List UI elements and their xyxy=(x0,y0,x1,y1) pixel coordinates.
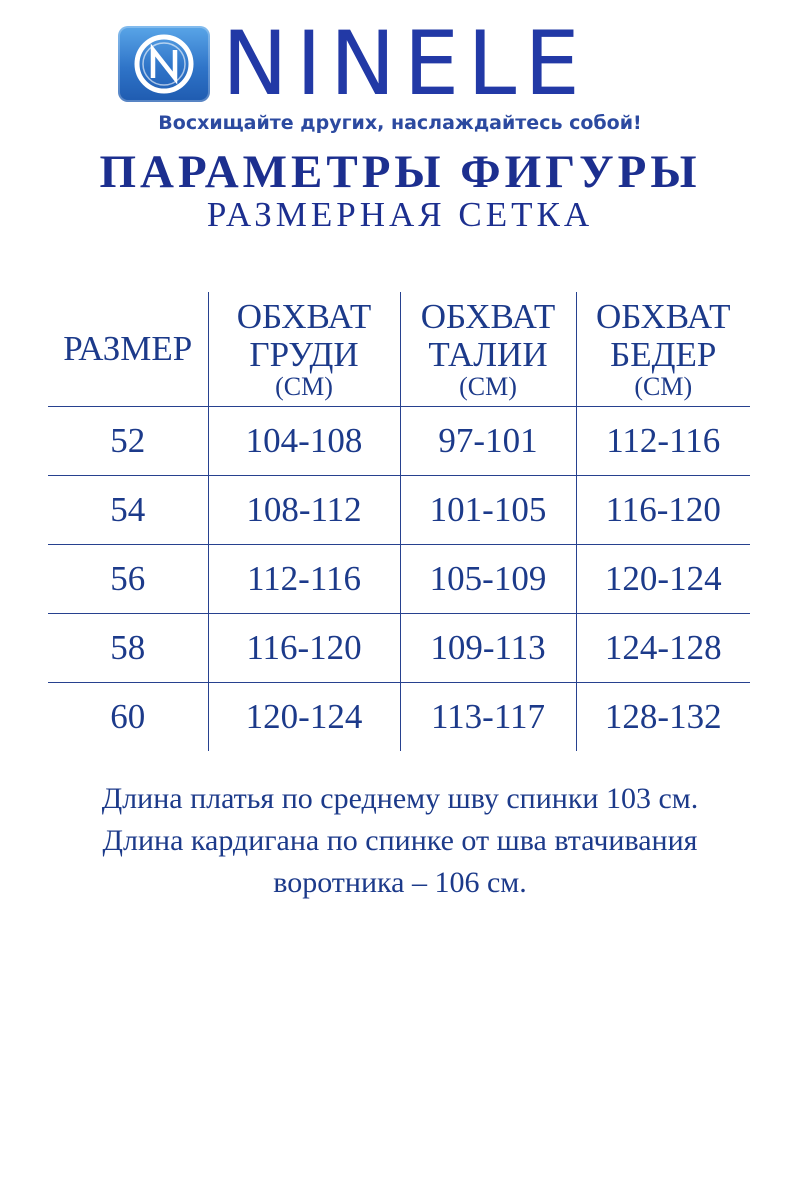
header-size xyxy=(48,292,208,407)
brand-name: NINELE xyxy=(222,12,588,115)
header-hips-line1: ОБХВАТ xyxy=(596,297,731,336)
header-chest xyxy=(208,292,400,407)
cell-waist: 105-109 xyxy=(400,545,576,614)
cell-hips: 124-128 xyxy=(576,614,750,683)
cell-size: 52 xyxy=(48,407,208,476)
brand-header xyxy=(0,12,800,115)
header-size-label: РАЗМЕР xyxy=(63,329,193,368)
note-cardigan-length-cont: воротника – 106 см. xyxy=(273,866,527,899)
header-chest-line2: ГРУДИ xyxy=(249,335,359,374)
note-dress-length: Длина платья по среднему шву спинки 103 см. xyxy=(101,782,699,815)
header-waist xyxy=(400,292,576,407)
header-hips-unit: (СМ) xyxy=(634,372,693,401)
cell-waist: 109-113 xyxy=(400,614,576,683)
cell-chest: 108-112 xyxy=(208,476,400,545)
table-row xyxy=(48,407,750,476)
header-hips xyxy=(576,292,750,407)
header-waist-line2: ТАЛИИ xyxy=(428,335,548,374)
size-chart-table xyxy=(48,292,750,751)
cell-chest: 120-124 xyxy=(208,683,400,752)
cell-size: 58 xyxy=(48,614,208,683)
cell-hips: 128-132 xyxy=(604,697,722,736)
header-waist-unit: (СМ) xyxy=(459,372,517,401)
table-row xyxy=(48,545,750,614)
page-title: ПАРАМЕТРЫ ФИГУРЫ xyxy=(99,146,701,198)
cell-chest: 116-120 xyxy=(208,614,400,683)
cell-size: 56 xyxy=(48,545,208,614)
measurement-notes xyxy=(0,778,800,904)
cell-waist: 113-117 xyxy=(400,683,576,752)
note-cardigan-length: Длина кардигана по спинке от шва втачивания xyxy=(102,824,698,857)
cell-size: 60 xyxy=(48,683,208,752)
header-chest-line1: ОБХВАТ xyxy=(236,297,372,336)
header-chest-unit: (СМ) xyxy=(275,372,333,401)
table-row xyxy=(48,614,750,683)
header-hips-line2: БЕДЕР xyxy=(610,335,717,374)
cell-chest: 104-108 xyxy=(208,407,400,476)
table-header-row xyxy=(48,292,750,407)
header-waist-line1: ОБХВАТ xyxy=(420,297,556,336)
cell-hips: 112-116 xyxy=(576,407,750,476)
cell-size: 54 xyxy=(48,476,208,545)
cell-hips: 120-124 xyxy=(576,545,750,614)
table-row xyxy=(48,476,750,545)
cell-waist: 101-105 xyxy=(400,476,576,545)
page-subtitle: РАЗМЕРНАЯ СЕТКА xyxy=(206,195,594,234)
cell-waist: 97-101 xyxy=(400,407,576,476)
table-row xyxy=(48,683,750,752)
brand-logo-icon xyxy=(118,26,210,102)
brand-slogan: Восхищайте других, наслаждайтесь собой! xyxy=(158,112,642,134)
cell-chest: 112-116 xyxy=(208,545,400,614)
cell-hips: 116-120 xyxy=(576,476,750,545)
